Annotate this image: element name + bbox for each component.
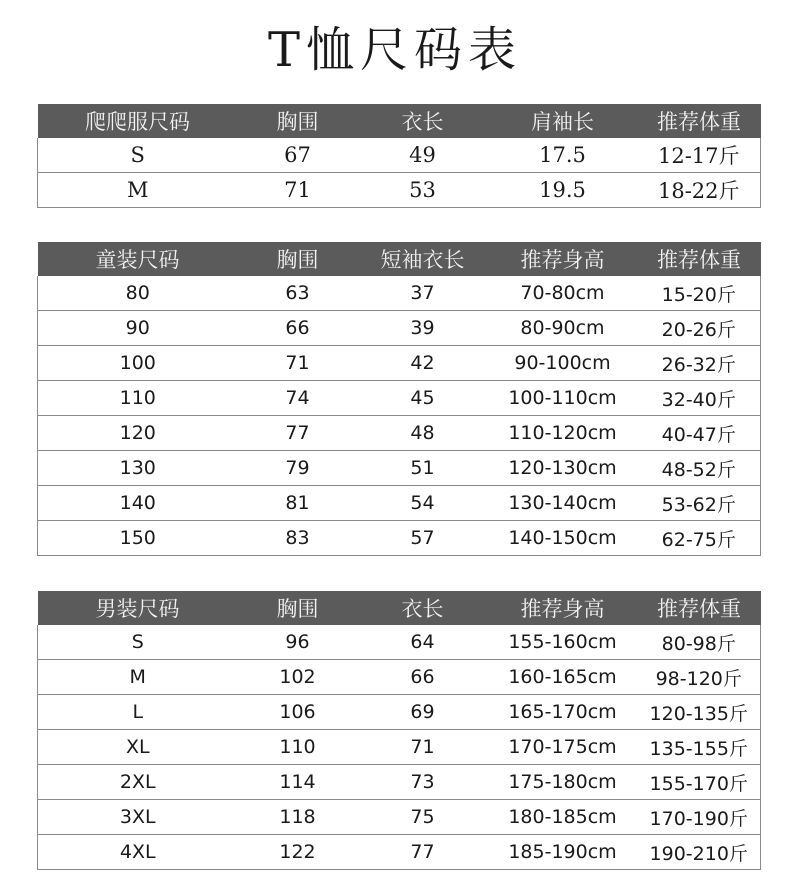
table-cell: 64 bbox=[358, 625, 488, 660]
column-header: 童装尺码 bbox=[38, 242, 238, 276]
table-cell: 32-40斤 bbox=[638, 381, 761, 416]
table-header-row bbox=[38, 104, 761, 138]
table-cell: M bbox=[38, 173, 238, 208]
table-cell: 48 bbox=[358, 416, 488, 451]
table-cell: 57 bbox=[358, 521, 488, 556]
table-header-row bbox=[38, 242, 761, 276]
table-cell: 77 bbox=[358, 835, 488, 870]
table-row bbox=[38, 138, 761, 173]
table-cell: 83 bbox=[238, 521, 358, 556]
table-cell: 80-90cm bbox=[488, 311, 638, 346]
column-header: 男装尺码 bbox=[38, 591, 238, 625]
table-cell: 63 bbox=[238, 276, 358, 311]
table-cell: 130 bbox=[38, 451, 238, 486]
column-header: 胸围 bbox=[238, 591, 358, 625]
table-cell: 4XL bbox=[38, 835, 238, 870]
table-cell: 150 bbox=[38, 521, 238, 556]
table-cell: 62-75斤 bbox=[638, 521, 761, 556]
table-cell: 74 bbox=[238, 381, 358, 416]
column-header: 推荐体重 bbox=[638, 591, 761, 625]
table-cell: 165-170cm bbox=[488, 695, 638, 730]
mens-size-table bbox=[37, 591, 761, 870]
table-row bbox=[38, 625, 761, 660]
table-cell: 67 bbox=[238, 138, 358, 173]
table-cell: 120-130cm bbox=[488, 451, 638, 486]
table-cell: 71 bbox=[238, 173, 358, 208]
table-cell: 71 bbox=[358, 730, 488, 765]
table-cell: 45 bbox=[358, 381, 488, 416]
table-cell: 26-32斤 bbox=[638, 346, 761, 381]
table-cell: 120-135斤 bbox=[638, 695, 761, 730]
table-row bbox=[38, 416, 761, 451]
table-cell: 39 bbox=[358, 311, 488, 346]
table-cell: 53 bbox=[358, 173, 488, 208]
table-cell: 71 bbox=[238, 346, 358, 381]
table-cell: 53-62斤 bbox=[638, 486, 761, 521]
table-cell: 17.5 bbox=[488, 138, 638, 173]
table-cell: 18-22斤 bbox=[638, 173, 761, 208]
column-header: 胸围 bbox=[238, 104, 358, 138]
table-cell: 51 bbox=[358, 451, 488, 486]
kids-size-table bbox=[37, 242, 761, 556]
column-header: 胸围 bbox=[238, 242, 358, 276]
table-cell: 77 bbox=[238, 416, 358, 451]
table-cell: 80-98斤 bbox=[638, 625, 761, 660]
table-cell: 155-170斤 bbox=[638, 765, 761, 800]
column-header: 推荐体重 bbox=[638, 242, 761, 276]
table-row bbox=[38, 695, 761, 730]
table-cell: 49 bbox=[358, 138, 488, 173]
table-cell: 170-175cm bbox=[488, 730, 638, 765]
table-header-row bbox=[38, 591, 761, 625]
column-header: 推荐体重 bbox=[638, 104, 761, 138]
table-cell: 140 bbox=[38, 486, 238, 521]
table-cell: 66 bbox=[358, 660, 488, 695]
table-cell: 81 bbox=[238, 486, 358, 521]
table-cell: S bbox=[38, 138, 238, 173]
column-header: 短袖衣长 bbox=[358, 242, 488, 276]
table-cell: 20-26斤 bbox=[638, 311, 761, 346]
table-row bbox=[38, 800, 761, 835]
table-cell: 175-180cm bbox=[488, 765, 638, 800]
column-header: 衣长 bbox=[358, 104, 488, 138]
table-cell: 110-120cm bbox=[488, 416, 638, 451]
table-cell: 120 bbox=[38, 416, 238, 451]
table-cell: 75 bbox=[358, 800, 488, 835]
table-cell: 180-185cm bbox=[488, 800, 638, 835]
table-cell: 118 bbox=[238, 800, 358, 835]
table-cell: 155-160cm bbox=[488, 625, 638, 660]
table-cell: 100-110cm bbox=[488, 381, 638, 416]
table-cell: 190-210斤 bbox=[638, 835, 761, 870]
table-row bbox=[38, 730, 761, 765]
table-cell: 122 bbox=[238, 835, 358, 870]
table-cell: 66 bbox=[238, 311, 358, 346]
table-cell: 37 bbox=[358, 276, 488, 311]
table-cell: 98-120斤 bbox=[638, 660, 761, 695]
column-header: 肩袖长 bbox=[488, 104, 638, 138]
table-row bbox=[38, 276, 761, 311]
table-cell: 80 bbox=[38, 276, 238, 311]
table-cell: 70-80cm bbox=[488, 276, 638, 311]
table-row bbox=[38, 451, 761, 486]
table-cell: 3XL bbox=[38, 800, 238, 835]
table-row bbox=[38, 311, 761, 346]
table-cell: 135-155斤 bbox=[638, 730, 761, 765]
table-cell: 90 bbox=[38, 311, 238, 346]
table-row bbox=[38, 381, 761, 416]
table-cell: 96 bbox=[238, 625, 358, 660]
table-cell: 130-140cm bbox=[488, 486, 638, 521]
table-cell: M bbox=[38, 660, 238, 695]
table-cell: 2XL bbox=[38, 765, 238, 800]
table-cell: 90-100cm bbox=[488, 346, 638, 381]
table-cell: XL bbox=[38, 730, 238, 765]
table-cell: L bbox=[38, 695, 238, 730]
column-header: 爬爬服尺码 bbox=[38, 104, 238, 138]
table-cell: 12-17斤 bbox=[638, 138, 761, 173]
table-cell: 54 bbox=[358, 486, 488, 521]
table-cell: 15-20斤 bbox=[638, 276, 761, 311]
table-cell: 114 bbox=[238, 765, 358, 800]
table-cell: 73 bbox=[358, 765, 488, 800]
table-row bbox=[38, 486, 761, 521]
table-row bbox=[38, 835, 761, 870]
table-cell: 102 bbox=[238, 660, 358, 695]
table-row bbox=[38, 660, 761, 695]
column-header: 推荐身高 bbox=[488, 242, 638, 276]
table-cell: 42 bbox=[358, 346, 488, 381]
table-cell: 48-52斤 bbox=[638, 451, 761, 486]
romper-size-table bbox=[37, 104, 761, 208]
table-cell: 110 bbox=[238, 730, 358, 765]
table-cell: 19.5 bbox=[488, 173, 638, 208]
table-cell: 40-47斤 bbox=[638, 416, 761, 451]
table-cell: 185-190cm bbox=[488, 835, 638, 870]
table-cell: 100 bbox=[38, 346, 238, 381]
table-cell: S bbox=[38, 625, 238, 660]
table-row bbox=[38, 173, 761, 208]
table-cell: 140-150cm bbox=[488, 521, 638, 556]
table-cell: 160-165cm bbox=[488, 660, 638, 695]
table-cell: 106 bbox=[238, 695, 358, 730]
table-row bbox=[38, 346, 761, 381]
table-row bbox=[38, 521, 761, 556]
table-cell: 79 bbox=[238, 451, 358, 486]
page-title: T恤尺码表 bbox=[267, 22, 523, 78]
table-cell: 110 bbox=[38, 381, 238, 416]
table-row bbox=[38, 765, 761, 800]
table-cell: 69 bbox=[358, 695, 488, 730]
column-header: 衣长 bbox=[358, 591, 488, 625]
column-header: 推荐身高 bbox=[488, 591, 638, 625]
table-cell: 170-190斤 bbox=[638, 800, 761, 835]
